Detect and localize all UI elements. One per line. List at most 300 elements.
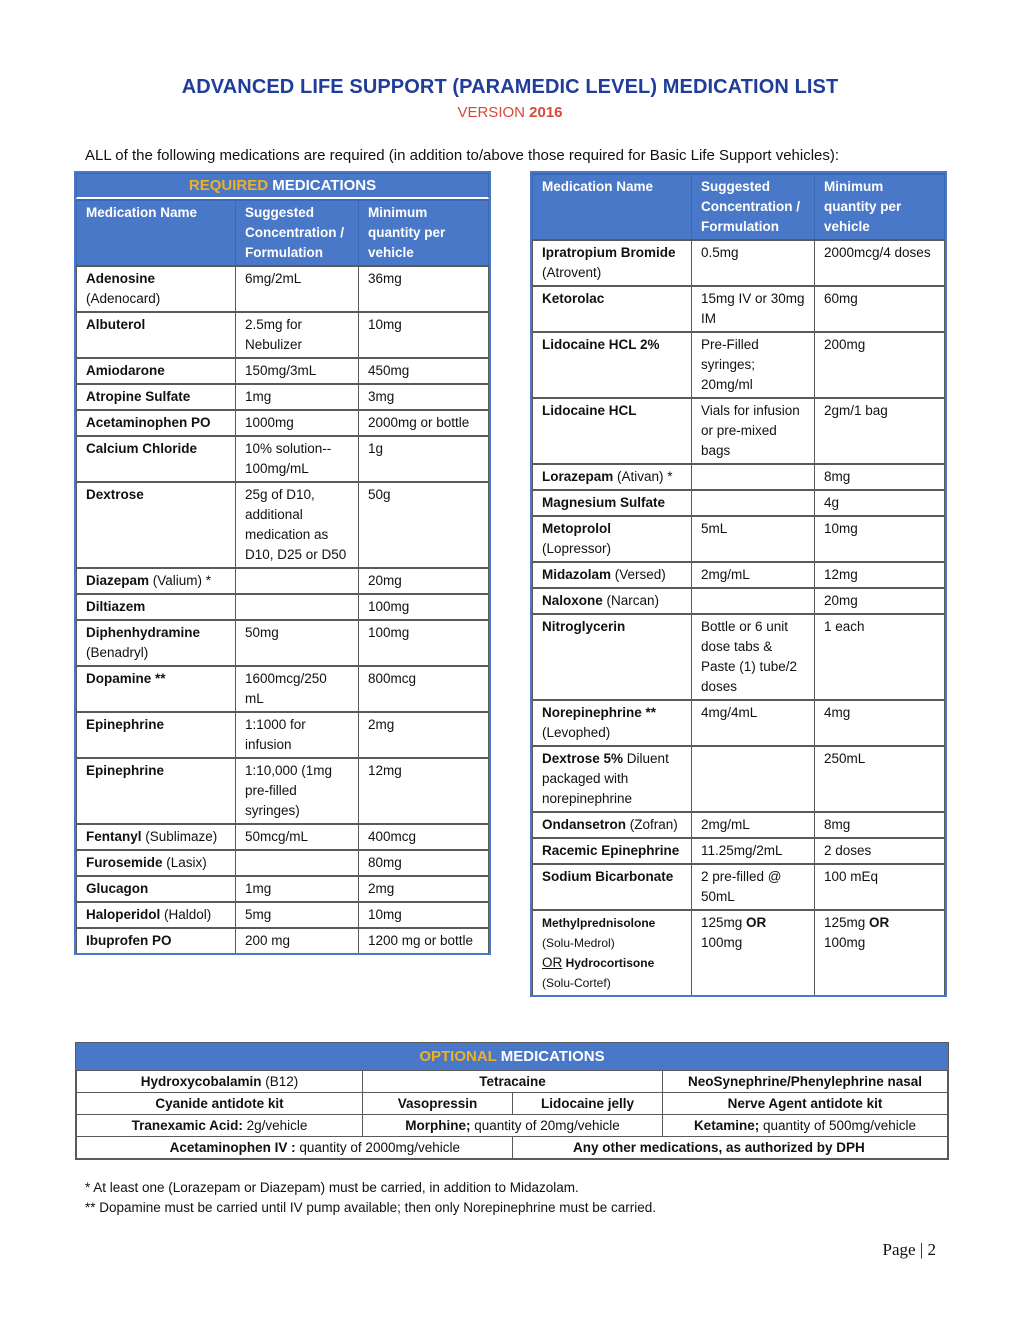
or-label: OR bbox=[746, 915, 767, 930]
med-name: Hydrocortisone bbox=[562, 956, 655, 970]
table-row bbox=[77, 620, 489, 666]
med-name: Tranexamic Acid: bbox=[131, 1118, 243, 1133]
quantity-cell bbox=[815, 490, 945, 516]
quantity: 200mg bbox=[824, 337, 866, 352]
med-brand: (Ativan) * bbox=[613, 469, 673, 484]
quantity: 10mg bbox=[824, 521, 858, 536]
med-name: Fentanyl bbox=[86, 829, 142, 844]
concentration: Vials for infusion or pre-mixed bags bbox=[701, 403, 800, 458]
concentration-cell bbox=[236, 758, 359, 824]
name-cell bbox=[77, 712, 236, 758]
or-label: OR bbox=[869, 915, 890, 930]
quantity: 36mg bbox=[368, 271, 402, 286]
name-cell bbox=[77, 666, 236, 712]
quantity-cell bbox=[359, 824, 489, 850]
concentration-cell bbox=[236, 902, 359, 928]
quantity: 60mg bbox=[824, 291, 858, 306]
table-row bbox=[533, 864, 945, 910]
quantity-cell bbox=[815, 864, 945, 910]
column-header: Medication Name bbox=[542, 179, 654, 194]
concentration: 11.25mg/2mL bbox=[701, 843, 783, 858]
optional-row bbox=[77, 1071, 948, 1093]
quantity-cell bbox=[359, 902, 489, 928]
quantity-cell bbox=[359, 410, 489, 436]
quantity: 12mg bbox=[368, 763, 402, 778]
name-cell bbox=[533, 562, 692, 588]
concentration-cell bbox=[236, 410, 359, 436]
med-name: Diltiazem bbox=[86, 599, 146, 614]
med-name: Ketorolac bbox=[542, 291, 605, 306]
concentration-cell bbox=[236, 928, 359, 953]
quantity: 20mg bbox=[368, 573, 402, 588]
concentration: 50mcg/mL bbox=[245, 829, 309, 844]
concentration-cell bbox=[236, 384, 359, 410]
concentration: 100mg bbox=[701, 935, 743, 950]
concentration: Bottle or 6 unit dose tabs & Paste (1) tube/2 doses bbox=[701, 619, 798, 694]
med-name: Epinephrine bbox=[86, 717, 165, 732]
name-cell bbox=[77, 384, 236, 410]
version-label: VERSION bbox=[457, 104, 525, 121]
name-cell bbox=[77, 902, 236, 928]
quantity-cell bbox=[815, 746, 945, 812]
concentration-cell bbox=[236, 482, 359, 568]
required-caption bbox=[76, 173, 489, 199]
optional-cell bbox=[513, 1093, 663, 1115]
concentration: 1:10,000 (1mg pre-filled syringes) bbox=[245, 763, 333, 818]
med-name: Metoprolol bbox=[542, 521, 611, 536]
med-name: Ibuprofen PO bbox=[86, 933, 172, 948]
quantity: 8mg bbox=[824, 817, 851, 832]
med-name: Diazepam bbox=[86, 573, 150, 588]
med-name: Methylprednisolone bbox=[542, 916, 656, 930]
med-brand: (Atrovent) bbox=[542, 265, 602, 280]
med-name: Ketamine; bbox=[693, 1118, 760, 1133]
med-brand: (Levophed) bbox=[542, 725, 611, 740]
version-line bbox=[0, 104, 1020, 121]
quantity-cell bbox=[815, 614, 945, 700]
med-brand: (Narcan) bbox=[602, 593, 660, 608]
quantity-cell bbox=[815, 240, 945, 286]
name-cell bbox=[533, 864, 692, 910]
table-row bbox=[533, 516, 945, 562]
quantity: 4mg bbox=[824, 705, 851, 720]
quantity: 125mg bbox=[824, 915, 870, 930]
name-cell bbox=[533, 332, 692, 398]
header-cell bbox=[815, 174, 945, 240]
quantity-cell bbox=[815, 588, 945, 614]
name-cell bbox=[533, 910, 692, 995]
med-name: Tetracaine bbox=[479, 1074, 546, 1089]
med-brand: (Solu-Medrol) bbox=[542, 936, 615, 950]
med-name: Furosemide bbox=[86, 855, 163, 870]
optional-row bbox=[77, 1137, 948, 1159]
quantity: 1200 mg or bottle bbox=[368, 933, 474, 948]
quantity: 10mg bbox=[368, 317, 402, 332]
optional-cell bbox=[77, 1093, 363, 1115]
concentration-cell bbox=[692, 910, 815, 995]
table-row bbox=[77, 410, 489, 436]
med-name: Lidocaine HCL 2% bbox=[542, 337, 660, 352]
concentration: 150mg/3mL bbox=[245, 363, 317, 378]
table-row bbox=[533, 332, 945, 398]
intro-text: ALL of the following medications are required (in addition to/above those required for Basic Life Support vehicles): bbox=[85, 147, 840, 164]
med-name: Dopamine ** bbox=[86, 671, 166, 686]
name-cell bbox=[77, 876, 236, 902]
med-name: Acetaminophen IV : bbox=[169, 1140, 296, 1155]
med-name: Magnesium Sulfate bbox=[542, 495, 666, 510]
header-cell bbox=[77, 200, 236, 266]
quantity: 8mg bbox=[824, 469, 851, 484]
quantity-cell bbox=[359, 712, 489, 758]
table-row bbox=[77, 850, 489, 876]
name-cell bbox=[77, 568, 236, 594]
column-header: Minimum quantity per vehicle bbox=[824, 179, 902, 234]
concentration: 200 mg bbox=[245, 933, 291, 948]
optional-cell bbox=[663, 1071, 948, 1093]
med-brand: (Valium) * bbox=[149, 573, 212, 588]
required-medications-right-table bbox=[530, 171, 947, 997]
column-header: Medication Name bbox=[86, 205, 198, 220]
concentration: 0.5mg bbox=[701, 245, 739, 260]
concentration-cell bbox=[236, 850, 359, 876]
optional-cell bbox=[363, 1071, 663, 1093]
quantity-cell bbox=[815, 464, 945, 490]
quantity: 4g bbox=[824, 495, 840, 510]
header-cell bbox=[533, 174, 692, 240]
quantity-cell bbox=[359, 594, 489, 620]
med-name: Lidocaine HCL bbox=[542, 403, 637, 418]
quantity-cell bbox=[815, 332, 945, 398]
med-detail: quantity of 20mg/vehicle bbox=[470, 1118, 620, 1133]
concentration-cell bbox=[236, 266, 359, 312]
table-row bbox=[533, 614, 945, 700]
med-name: Amiodarone bbox=[86, 363, 165, 378]
concentration-cell bbox=[236, 358, 359, 384]
header-cell bbox=[236, 200, 359, 266]
optional-cell bbox=[363, 1115, 663, 1137]
med-name: Any other medications, as authorized by DPH bbox=[573, 1140, 865, 1155]
quantity: 80mg bbox=[368, 855, 402, 870]
quantity-cell bbox=[815, 700, 945, 746]
name-cell bbox=[77, 850, 236, 876]
page-title: ADVANCED LIFE SUPPORT (PARAMEDIC LEVEL) MEDICATION LIST bbox=[181, 76, 839, 98]
quantity: 10mg bbox=[368, 907, 402, 922]
name-cell bbox=[533, 240, 692, 286]
med-name: Diphenhydramine bbox=[86, 625, 201, 640]
quantity-cell bbox=[815, 516, 945, 562]
med-name: Lidocaine jelly bbox=[540, 1096, 635, 1111]
med-brand: Diluent packaged with norepinephrine bbox=[542, 751, 669, 806]
quantity: 2 doses bbox=[824, 843, 872, 858]
concentration: 6mg/2mL bbox=[245, 271, 302, 286]
table-row bbox=[533, 562, 945, 588]
med-name: Haloperidol bbox=[86, 907, 161, 922]
name-cell bbox=[533, 700, 692, 746]
version-year: 2016 bbox=[529, 104, 563, 121]
table-header-row bbox=[77, 200, 489, 266]
med-name: Nitroglycerin bbox=[542, 619, 626, 634]
name-cell bbox=[533, 614, 692, 700]
quantity: 20mg bbox=[824, 593, 858, 608]
med-name: Adenosine bbox=[86, 271, 156, 286]
quantity: 1g bbox=[368, 441, 384, 456]
table-row bbox=[77, 928, 489, 953]
table-row bbox=[533, 812, 945, 838]
table-row bbox=[533, 240, 945, 286]
optional-row bbox=[77, 1115, 948, 1137]
quantity: 100mg bbox=[824, 935, 866, 950]
table-row bbox=[77, 358, 489, 384]
optional-cell bbox=[77, 1115, 363, 1137]
concentration: 1mg bbox=[245, 881, 272, 896]
concentration-cell bbox=[692, 464, 815, 490]
table-row bbox=[533, 398, 945, 464]
required-caption-highlight: REQUIRED bbox=[188, 177, 269, 194]
concentration: 125mg bbox=[701, 915, 747, 930]
med-name: Dextrose bbox=[86, 487, 144, 502]
quantity: 3mg bbox=[368, 389, 395, 404]
footnote-2: ** Dopamine must be carried until IV pump available; then only Norepinephrine must be carried. bbox=[85, 1200, 657, 1215]
concentration-cell bbox=[692, 286, 815, 332]
column-header: Suggested Concentration / Formulation bbox=[701, 179, 801, 234]
quantity: 2mg bbox=[368, 717, 395, 732]
name-cell bbox=[77, 358, 236, 384]
med-brand: (Adenocard) bbox=[86, 291, 161, 306]
name-cell bbox=[533, 588, 692, 614]
med-name: Albuterol bbox=[86, 317, 146, 332]
quantity: 100 mEq bbox=[824, 869, 879, 884]
concentration-cell bbox=[692, 864, 815, 910]
optional-row bbox=[77, 1093, 948, 1115]
med-detail: quantity of 2000mg/vehicle bbox=[295, 1140, 460, 1155]
med-brand: (Benadryl) bbox=[86, 645, 149, 660]
med-brand: (Solu-Cortef) bbox=[542, 976, 611, 990]
quantity-cell bbox=[359, 266, 489, 312]
quantity-cell bbox=[359, 436, 489, 482]
concentration-cell bbox=[692, 398, 815, 464]
quantity-cell bbox=[359, 312, 489, 358]
med-brand: (Haldol) bbox=[160, 907, 212, 922]
quantity: 2gm/1 bag bbox=[824, 403, 888, 418]
concentration: 2 pre-filled @ 50mL bbox=[701, 869, 782, 904]
concentration-cell bbox=[236, 824, 359, 850]
med-name: Sodium Bicarbonate bbox=[542, 869, 674, 884]
med-name: Ipratropium Bromide bbox=[542, 245, 676, 260]
optional-caption-highlight: OPTIONAL bbox=[419, 1048, 497, 1065]
quantity-cell bbox=[359, 384, 489, 410]
med-name: Naloxone bbox=[542, 593, 603, 608]
med-name: Calcium Chloride bbox=[86, 441, 198, 456]
table-row bbox=[77, 568, 489, 594]
quantity: 2000mcg/4 doses bbox=[824, 245, 931, 260]
table-row bbox=[533, 910, 945, 995]
med-name: Cyanide antidote kit bbox=[155, 1096, 284, 1111]
concentration-cell bbox=[236, 666, 359, 712]
name-cell bbox=[533, 286, 692, 332]
concentration-cell bbox=[692, 700, 815, 746]
med-name: Nerve Agent antidote kit bbox=[727, 1096, 883, 1111]
optional-cell bbox=[513, 1137, 948, 1159]
quantity-cell bbox=[815, 812, 945, 838]
required-medications-left-table bbox=[74, 171, 491, 955]
quantity: 12mg bbox=[824, 567, 858, 582]
concentration: 2.5mg for Nebulizer bbox=[245, 317, 303, 352]
med-name: Lorazepam bbox=[542, 469, 614, 484]
optional-caption-rest: MEDICATIONS bbox=[496, 1048, 605, 1065]
med-name: Norepinephrine ** bbox=[542, 705, 657, 720]
table-row bbox=[77, 712, 489, 758]
concentration: 4mg/4mL bbox=[701, 705, 758, 720]
quantity: 400mcg bbox=[368, 829, 417, 844]
concentration: 15mg IV or 30mg IM bbox=[701, 291, 805, 326]
concentration-cell bbox=[692, 812, 815, 838]
concentration: 1600mcg/250 mL bbox=[245, 671, 327, 706]
concentration: 1000mg bbox=[245, 415, 294, 430]
required-caption-rest: MEDICATIONS bbox=[268, 177, 377, 194]
name-cell bbox=[533, 516, 692, 562]
quantity-cell bbox=[359, 620, 489, 666]
table-row bbox=[77, 758, 489, 824]
table-row bbox=[77, 312, 489, 358]
table-row bbox=[533, 700, 945, 746]
med-brand: (Zofran) bbox=[626, 817, 678, 832]
table-header-row bbox=[533, 174, 945, 240]
quantity-cell bbox=[359, 850, 489, 876]
quantity: 100mg bbox=[368, 625, 410, 640]
quantity-cell bbox=[815, 562, 945, 588]
med-detail: (B12) bbox=[261, 1074, 299, 1089]
quantity-cell bbox=[815, 910, 945, 995]
med-name: Racemic Epinephrine bbox=[542, 843, 680, 858]
med-name: NeoSynephrine/Phenylephrine nasal bbox=[687, 1074, 923, 1089]
quantity-cell bbox=[359, 876, 489, 902]
quantity-cell bbox=[359, 482, 489, 568]
concentration-cell bbox=[692, 240, 815, 286]
concentration-cell bbox=[692, 490, 815, 516]
med-name: Dextrose 5% bbox=[542, 751, 624, 766]
header-cell bbox=[692, 174, 815, 240]
quantity: 250mL bbox=[824, 751, 866, 766]
name-cell bbox=[77, 928, 236, 953]
concentration: 2mg/mL bbox=[701, 817, 750, 832]
quantity-cell bbox=[815, 838, 945, 864]
concentration-cell bbox=[692, 746, 815, 812]
table-row bbox=[77, 482, 489, 568]
header-cell bbox=[359, 200, 489, 266]
concentration-cell bbox=[692, 588, 815, 614]
table-row bbox=[533, 746, 945, 812]
med-brand: (Lasix) bbox=[162, 855, 207, 870]
optional-cell bbox=[77, 1071, 363, 1093]
name-cell bbox=[77, 482, 236, 568]
concentration-cell bbox=[692, 516, 815, 562]
concentration-cell bbox=[692, 562, 815, 588]
name-cell bbox=[77, 436, 236, 482]
optional-medications-table bbox=[75, 1042, 949, 1160]
table-row bbox=[77, 594, 489, 620]
quantity-cell bbox=[359, 928, 489, 953]
table-row bbox=[533, 286, 945, 332]
med-detail: 2g/vehicle bbox=[242, 1118, 308, 1133]
footnote-1: * At least one (Lorazepam or Diazepam) must be carried, in addition to Midazolam. bbox=[85, 1180, 579, 1195]
quantity-cell bbox=[359, 666, 489, 712]
name-cell bbox=[533, 812, 692, 838]
concentration-cell bbox=[236, 436, 359, 482]
concentration-cell bbox=[692, 838, 815, 864]
med-name: Morphine; bbox=[405, 1118, 471, 1133]
name-cell bbox=[77, 758, 236, 824]
quantity: 2000mg or bottle bbox=[368, 415, 470, 430]
concentration-cell bbox=[236, 876, 359, 902]
concentration: 5mg bbox=[245, 907, 272, 922]
name-cell bbox=[77, 594, 236, 620]
concentration: Pre-Filled syringes; 20mg/ml bbox=[701, 337, 759, 392]
table-row bbox=[77, 384, 489, 410]
quantity-cell bbox=[359, 568, 489, 594]
quantity-cell bbox=[815, 286, 945, 332]
table-row bbox=[77, 266, 489, 312]
quantity: 800mcg bbox=[368, 671, 417, 686]
concentration-cell bbox=[236, 568, 359, 594]
name-cell bbox=[533, 464, 692, 490]
concentration-cell bbox=[236, 620, 359, 666]
med-name: Ondansetron bbox=[542, 817, 627, 832]
table-row bbox=[77, 436, 489, 482]
concentration-cell bbox=[236, 712, 359, 758]
optional-cell bbox=[363, 1093, 513, 1115]
page-number: Page | 2 bbox=[882, 1240, 936, 1259]
med-brand: (Sublimaze) bbox=[141, 829, 218, 844]
quantity: 50g bbox=[368, 487, 391, 502]
med-name: Hydroxycobalamin bbox=[140, 1074, 262, 1089]
concentration-cell bbox=[236, 594, 359, 620]
table-row bbox=[533, 490, 945, 516]
med-detail: quantity of 500mg/vehicle bbox=[759, 1118, 917, 1133]
name-cell bbox=[77, 312, 236, 358]
quantity: 450mg bbox=[368, 363, 410, 378]
quantity-cell bbox=[815, 398, 945, 464]
name-cell bbox=[533, 838, 692, 864]
name-cell bbox=[533, 398, 692, 464]
concentration: 5mL bbox=[701, 521, 728, 536]
table-row bbox=[77, 666, 489, 712]
concentration: 50mg bbox=[245, 625, 279, 640]
optional-cell bbox=[77, 1137, 513, 1159]
table-row bbox=[533, 588, 945, 614]
table-row bbox=[533, 464, 945, 490]
concentration: 1mg bbox=[245, 389, 272, 404]
name-cell bbox=[77, 410, 236, 436]
concentration: 25g of D10, additional medication as D10, D25 or D50 bbox=[245, 487, 347, 562]
name-cell bbox=[77, 620, 236, 666]
med-name: Midazolam bbox=[542, 567, 612, 582]
concentration-cell bbox=[692, 332, 815, 398]
or-label: OR bbox=[542, 955, 563, 970]
med-brand: (Versed) bbox=[611, 567, 666, 582]
concentration-cell bbox=[692, 614, 815, 700]
med-brand: (Lopressor) bbox=[542, 541, 612, 556]
concentration: 1:1000 for infusion bbox=[245, 717, 306, 752]
table-row bbox=[77, 876, 489, 902]
optional-caption bbox=[76, 1043, 948, 1070]
column-header: Suggested Concentration / Formulation bbox=[245, 205, 345, 260]
quantity-cell bbox=[359, 358, 489, 384]
med-name: Vasopressin bbox=[397, 1096, 478, 1111]
concentration: 10% solution-- 100mg/mL bbox=[245, 441, 332, 476]
column-header: Minimum quantity per vehicle bbox=[368, 205, 446, 260]
med-name: Epinephrine bbox=[86, 763, 165, 778]
table-row bbox=[533, 838, 945, 864]
